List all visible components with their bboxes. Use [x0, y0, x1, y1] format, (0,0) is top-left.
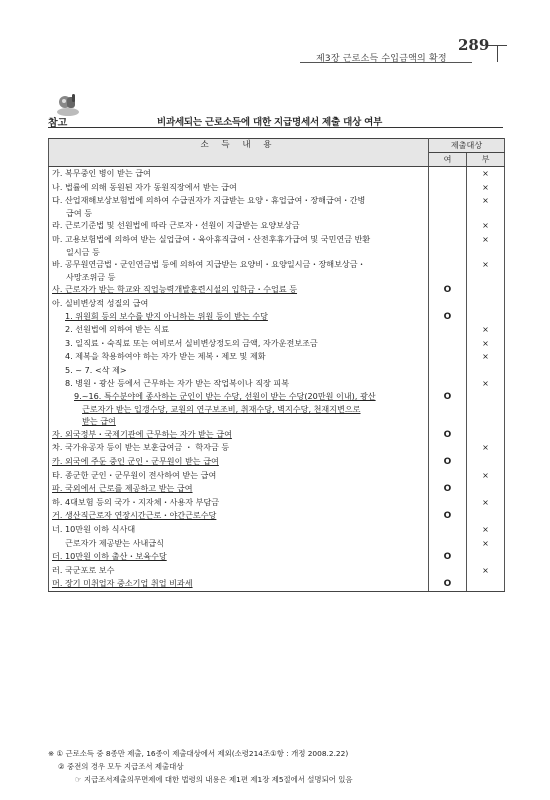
table-row: [49, 550, 505, 564]
table-row: [49, 258, 505, 283]
header-rule: [300, 62, 472, 63]
table-row: [49, 364, 505, 377]
table-row: [49, 469, 505, 483]
row-yes-cell: [429, 297, 467, 310]
row-no-cell: [467, 441, 505, 455]
row-content: [49, 564, 429, 578]
row-yes-cell: [429, 550, 467, 564]
col-header-content: 소 득 내 용: [49, 139, 429, 167]
row-text: 하. 4대보험 등의 국가・지자체・사용자 부담금: [52, 496, 220, 507]
row-yes-cell: [429, 323, 467, 337]
col-header-submit: 제출대상: [429, 139, 505, 153]
row-no-cell: [467, 194, 505, 219]
row-content: [49, 523, 429, 537]
row-text: 3. 일직료・숙직료 또는 여비로서 실비변상정도의 금액, 자가운전보조금: [65, 337, 318, 348]
row-no-cell: [467, 577, 505, 591]
row-content: [49, 233, 429, 258]
table-row: [49, 181, 505, 195]
row-text: 카. 외국에 주둔 중인 군인・군무원이 받는 급여: [52, 456, 219, 467]
footnote-1: ※ ① 근로소득 중 8종만 제출, 16종이 제출대상에서 제외(소령214조①항 : 개정 2008.2.22): [48, 749, 349, 758]
row-no-cell: [467, 523, 505, 537]
table-row: [49, 441, 505, 455]
yes-mark: O: [443, 457, 452, 468]
row-text: 더. 10만원 이하 출산・보육수당: [52, 551, 167, 562]
row-no-cell: [467, 233, 505, 258]
row-no-cell: [467, 482, 505, 496]
row-text: 받는 급여: [82, 416, 116, 427]
row-yes-cell: [429, 377, 467, 391]
row-yes-cell: [429, 167, 467, 181]
row-text: 나. 법률에 의해 동원된 자가 동원직장에서 받는 급여: [52, 181, 237, 192]
row-content: [49, 364, 429, 377]
row-yes-cell: [429, 219, 467, 233]
no-mark: ×: [482, 325, 489, 335]
table-row: [49, 350, 505, 364]
row-text: 너. 10만원 이하 식사대: [52, 524, 136, 535]
note-rule: [48, 127, 503, 128]
table-row: [49, 537, 505, 551]
row-text: 5. ~ 7. <삭 제>: [65, 364, 127, 375]
table-row: [49, 523, 505, 537]
col-header-no: 부: [467, 153, 505, 167]
row-no-cell: [467, 496, 505, 510]
row-content: [49, 537, 429, 551]
row-content: [49, 550, 429, 564]
row-text: 일시금 등: [66, 246, 100, 257]
row-no-cell: [467, 390, 505, 428]
no-mark: ×: [482, 443, 489, 453]
row-text: 라. 근로기준법 및 선원법에 따라 근로자・선원이 지급받는 요양보상금: [52, 220, 300, 231]
income-submission-table: [48, 138, 505, 592]
no-mark: ×: [482, 538, 489, 548]
no-mark: ×: [482, 338, 489, 348]
row-content: [49, 323, 429, 337]
row-text: 자. 외국정부・국제기관에 근무하는 자가 받는 급여: [52, 428, 232, 439]
no-mark: ×: [482, 525, 489, 535]
row-text: 사. 근로자가 받는 학교와 직업능력개발훈련시설의 입학금・수업료 등: [52, 284, 298, 295]
row-text: 근로자가 받는 입갱수당, 교원의 연구보조비, 취재수당, 벽지수당, 천재지변으로: [82, 403, 361, 414]
row-content: [49, 496, 429, 510]
footnotes: [48, 747, 352, 786]
row-yes-cell: [429, 482, 467, 496]
row-yes-cell: [429, 577, 467, 591]
row-yes-cell: [429, 181, 467, 195]
row-yes-cell: [429, 509, 467, 523]
row-no-cell: [467, 537, 505, 551]
table-row: [49, 577, 505, 591]
table-row: [49, 323, 505, 337]
row-no-cell: [467, 509, 505, 523]
row-yes-cell: [429, 283, 467, 297]
row-content: [49, 167, 429, 181]
row-no-cell: [467, 377, 505, 391]
no-mark: ×: [482, 470, 489, 480]
table-row: [49, 509, 505, 523]
no-mark: ×: [482, 234, 489, 244]
row-content: [49, 482, 429, 496]
table-row: [49, 167, 505, 181]
row-no-cell: [467, 364, 505, 377]
row-yes-cell: [429, 523, 467, 537]
row-text: 바. 공무원연금법・군인연금법 등에 의하여 지급받는 요양비・요양일시금・장해보상금・: [52, 259, 366, 270]
row-text: 러. 국군포로 보수: [52, 564, 115, 575]
note-tag: 참고: [48, 118, 68, 129]
row-content: [49, 194, 429, 219]
row-yes-cell: [429, 350, 467, 364]
row-yes-cell: [429, 441, 467, 455]
row-content: [49, 258, 429, 283]
note-title: 비과세되는 근로소득에 대한 지급명세서 제출 대상 여부: [157, 117, 383, 128]
table-row: [49, 310, 505, 324]
table-row: [49, 428, 505, 442]
row-no-cell: [467, 323, 505, 337]
row-yes-cell: [429, 564, 467, 578]
table-row: [49, 496, 505, 510]
row-content: [49, 181, 429, 195]
row-content: [49, 455, 429, 469]
table-row: [49, 194, 505, 219]
row-no-cell: [467, 564, 505, 578]
row-text: 파. 국외에서 근로를 제공하고 받는 급여: [52, 483, 193, 494]
row-no-cell: [467, 167, 505, 181]
table-row: [49, 390, 505, 428]
row-content: [49, 219, 429, 233]
table-row: [49, 337, 505, 351]
row-yes-cell: [429, 337, 467, 351]
chapter-title: 제3장 근로소득 수입금액의 확정: [316, 54, 447, 64]
row-no-cell: [467, 181, 505, 195]
row-content: [49, 390, 429, 428]
row-content: [49, 469, 429, 483]
yes-mark: O: [443, 311, 452, 322]
table-row: [49, 564, 505, 578]
row-text: 근로자가 제공받는 사내급식: [65, 537, 164, 548]
table-row: [49, 283, 505, 297]
yes-mark: O: [443, 285, 452, 296]
row-text: 사망조위금 등: [66, 271, 116, 282]
yes-mark: O: [443, 392, 452, 403]
row-no-cell: [467, 297, 505, 310]
row-text: 마. 고용보험법에 의하여 받는 실업급여・육아휴직급여・산전후휴가급여 및 국민연금 반환: [52, 233, 371, 244]
footnote-2: ② 중전의 경우 모두 지급조서 제출대상: [58, 762, 184, 771]
row-no-cell: [467, 455, 505, 469]
row-no-cell: [467, 428, 505, 442]
row-yes-cell: [429, 390, 467, 428]
table-row: [49, 482, 505, 496]
no-mark: ×: [482, 497, 489, 507]
row-content: [49, 283, 429, 297]
row-content: [49, 350, 429, 364]
footnote-3: ☞ 지급조서제출의무면제에 대한 법령의 내용은 제1편 제1장 제5절에서 설명되어 있음: [75, 775, 353, 784]
row-no-cell: [467, 469, 505, 483]
yes-mark: O: [443, 511, 452, 522]
no-mark: ×: [482, 182, 489, 192]
row-text: 8. 병원・광산 등에서 근무하는 자가 받는 작업복이나 직장 피복: [65, 377, 290, 388]
row-content: [49, 577, 429, 591]
row-yes-cell: [429, 496, 467, 510]
header-tick: [497, 45, 498, 62]
row-yes-cell: [429, 310, 467, 324]
row-text: 다. 산업재해보상보험법에 의하여 수급권자가 지급받는 요양・휴업급여・장해급여・간병: [52, 195, 366, 206]
row-text: 급여 등: [66, 207, 93, 218]
row-yes-cell: [429, 364, 467, 377]
row-content: [49, 377, 429, 391]
row-text: 가. 복무중인 병이 받는 급여: [52, 168, 151, 178]
row-content: [49, 310, 429, 324]
row-text: 타. 종군한 군인・군무원이 전사하여 받는 급여: [52, 469, 217, 480]
row-text: 2. 선원법에 의하여 받는 식료: [65, 324, 170, 335]
yes-mark: O: [443, 429, 452, 440]
row-no-cell: [467, 350, 505, 364]
row-content: [49, 441, 429, 455]
row-text: 4. 제복을 착용하여야 하는 자가 받는 제복・제모 및 제화: [65, 351, 266, 362]
row-text: 아. 실비변상적 성질의 급여: [52, 297, 149, 308]
no-mark: ×: [482, 352, 489, 362]
row-yes-cell: [429, 455, 467, 469]
table-row: [49, 297, 505, 310]
table-row: [49, 377, 505, 391]
row-yes-cell: [429, 537, 467, 551]
no-mark: ×: [482, 221, 489, 231]
yes-mark: O: [443, 579, 452, 590]
table-row: [49, 219, 505, 233]
row-no-cell: [467, 337, 505, 351]
row-content: [49, 428, 429, 442]
table-row: [49, 233, 505, 258]
row-yes-cell: [429, 233, 467, 258]
table-row: [49, 455, 505, 469]
row-yes-cell: [429, 258, 467, 283]
row-content: [49, 297, 429, 310]
no-mark: ×: [482, 169, 489, 178]
row-yes-cell: [429, 194, 467, 219]
yes-mark: O: [443, 552, 452, 563]
no-mark: ×: [482, 196, 489, 206]
no-mark: ×: [482, 565, 489, 575]
row-text: 1. 위원회 등의 보수를 받지 아니하는 위원 등이 받는 수당: [65, 310, 268, 321]
row-text: 차. 국가유공자 등이 받는 보훈급여금 ・ 학자금 등: [52, 442, 230, 453]
row-text: 거. 생산직근로자 연장시간근로・야간근로수당: [52, 510, 217, 521]
page-number: 289: [458, 36, 490, 54]
no-mark: ×: [482, 260, 489, 270]
row-no-cell: [467, 258, 505, 283]
col-header-yes: 여: [429, 153, 467, 167]
row-no-cell: [467, 310, 505, 324]
row-text: 머. 장기 미취업자 중소기업 취업 비과세: [52, 578, 193, 589]
row-content: [49, 337, 429, 351]
row-yes-cell: [429, 469, 467, 483]
row-no-cell: [467, 550, 505, 564]
row-content: [49, 509, 429, 523]
row-yes-cell: [429, 428, 467, 442]
yes-mark: O: [443, 484, 452, 495]
row-no-cell: [467, 219, 505, 233]
row-no-cell: [467, 283, 505, 297]
row-text: 9.~16. 특수분야에 종사하는 군인이 받는 수당, 선원이 받는 수당(20만원 이내), 광산: [74, 391, 376, 402]
no-mark: ×: [482, 378, 489, 388]
